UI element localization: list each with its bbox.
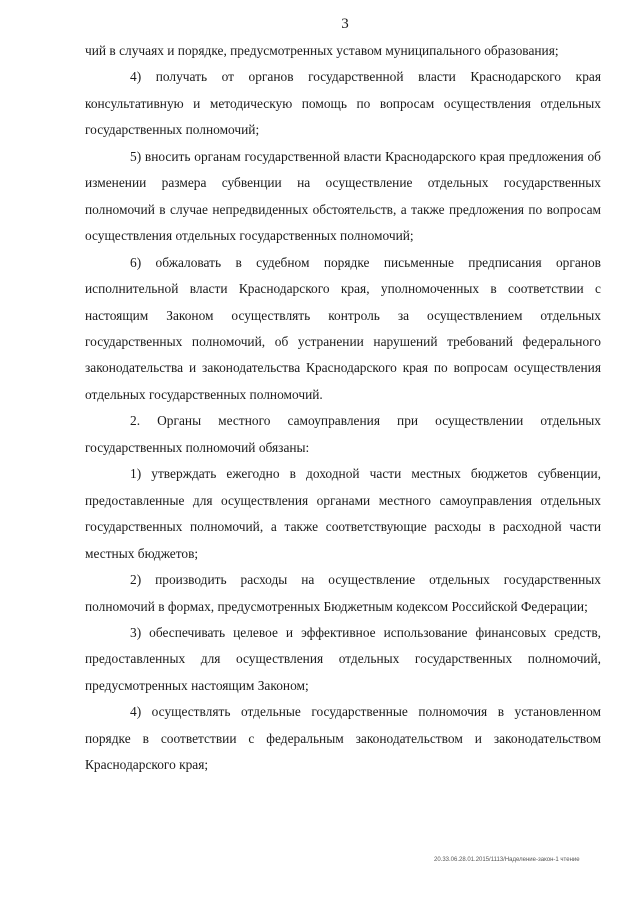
paragraph-item-6-appeal: 6) обжаловать в судебном порядке письменные предписания органов исполнительной власти Краснодарского края, уполномоченных в соответствии с настоящим Законом осуществлять контроль за осуществлением отдельных государственных полномочий, об устранении нарушений требований федерального законодательства и законодательства Краснодарского края по вопросам осуществления отдельных государственных полномочий. — [85, 254, 601, 402]
paragraph-obligation-4: 4) осуществлять отдельные государственные полномочия в установленном порядке в соответствии с федеральным законодательством и законодательством Краснодарского края; — [85, 704, 601, 773]
paragraph-obligation-3: 3) обеспечивать целевое и эффективное использование финансовых средств, предоставленных для осуществления отдельных государственных полномочий, предусмотренных настоящим Законом; — [85, 624, 601, 693]
page-number: 3 — [341, 16, 349, 32]
paragraph-obligation-2: 2) производить расходы на осуществление отдельных государственных полномочий в формах, предусмотренных Бюджетным кодексом Российской Федерации; — [85, 572, 601, 614]
paragraph-obligation-1: 1) утверждать ежегодно в доходной части местных бюджетов субвенции, предоставленные для осуществления органами местного самоуправления отдельных государственных полномочий, а также соответствующие расходы в расходной части местных бюджетов; — [85, 466, 601, 561]
document-footer-id: 20.33.06.28.01.2015/1113/Наделение-закон-1 чтение — [434, 857, 580, 863]
paragraph-continuation: чий в случаях и порядке, предусмотренных уставом муниципального образования; — [85, 43, 559, 58]
paragraph-item-4-consultation: 4) получать от органов государственной власти Краснодарского края консультативную и методическую помощь по вопросам осуществления отдельных государственных полномочий; — [85, 69, 601, 138]
paragraph-section-2-heading: 2. Органы местного самоуправления при осуществлении отдельных государственных полномочий обязаны: — [85, 413, 601, 455]
paragraph-item-5-proposals: 5) вносить органам государственной власти Краснодарского края предложения об изменении размера субвенции на осуществление отдельных государственных полномочий в случае непредвиденных обстоятельств, а также предложения по вопросам осуществления отдельных государственных полномочий; — [85, 148, 601, 244]
document-body — [85, 38, 601, 779]
